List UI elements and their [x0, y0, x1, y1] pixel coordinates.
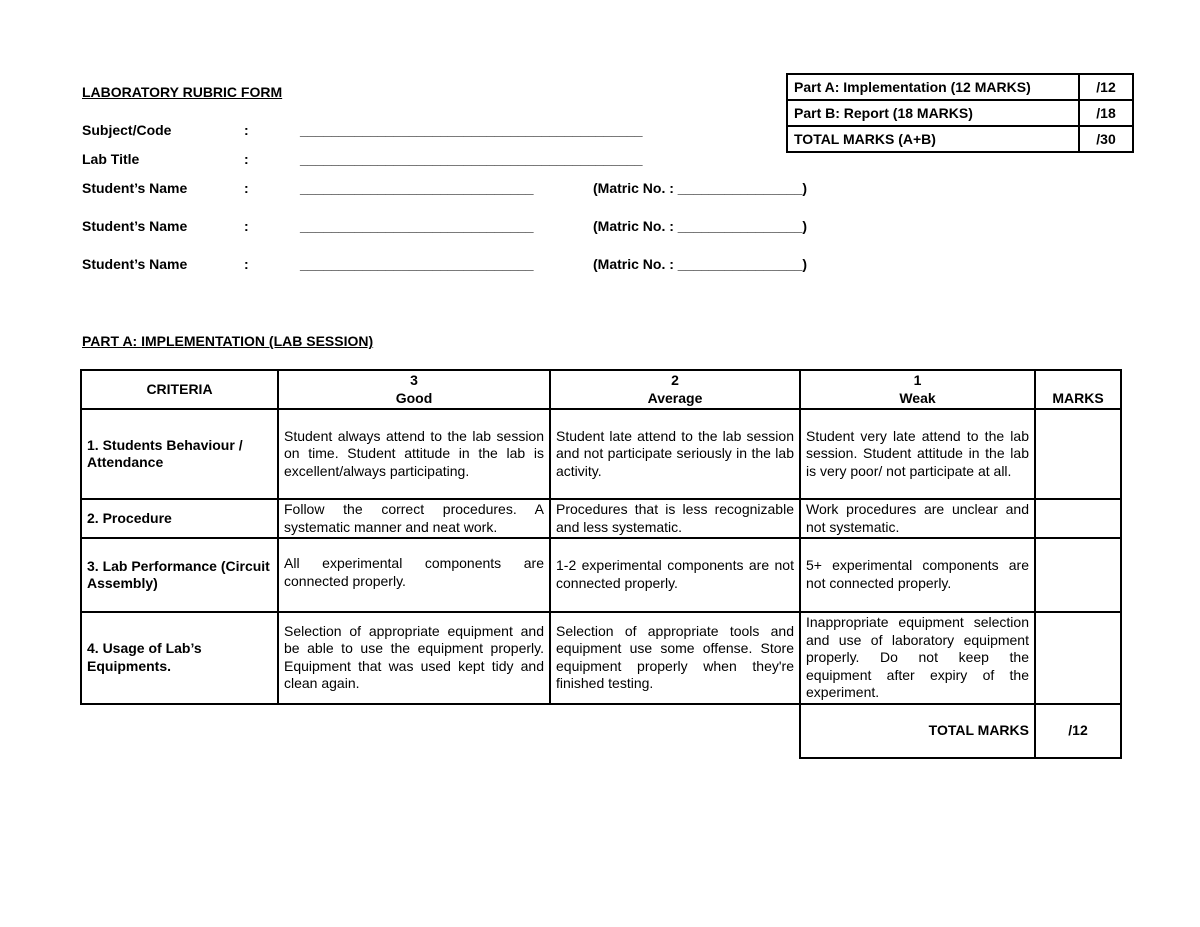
criteria-cell: 1. Students Behaviour / Attendance: [81, 409, 278, 499]
average-description: Student late attend to the lab session and not participate seriously in the lab activity.: [550, 409, 800, 499]
average-description: 1-2 experimental components are not connected properly.: [550, 538, 800, 612]
table-row: [81, 409, 1121, 499]
good-description: All experimental components are connected properly.: [278, 538, 550, 612]
good-label: Good: [395, 389, 433, 406]
marks-cell[interactable]: [1035, 499, 1121, 538]
criteria-cell: 3. Lab Performance (Circuit Assembly): [81, 538, 278, 612]
student-name-label-2: Student’s Name: [82, 218, 188, 234]
total-marks-label: TOTAL MARKS: [800, 704, 1035, 758]
average-label: Average: [647, 389, 703, 406]
good-description: Selection of appropriate equipment and be able to use the equipment properly. Equipment that was used kept tidy and clean again.: [278, 612, 550, 704]
summary-value: /12: [1079, 74, 1133, 100]
average-score: 2: [671, 372, 679, 388]
student-name-line-3[interactable]: ______________________________: [300, 256, 534, 272]
matric-no-2[interactable]: (Matric No. : ________________): [593, 218, 808, 234]
summary-value: /30: [1079, 126, 1133, 152]
colon: :: [244, 151, 249, 167]
student-name-label-1: Student’s Name: [82, 180, 188, 196]
marks-header: [1035, 370, 1121, 409]
matric-no-3[interactable]: (Matric No. : ________________): [593, 256, 808, 272]
total-row: [81, 704, 1121, 758]
matric-no-1[interactable]: (Matric No. : ________________): [593, 180, 808, 196]
marks-cell[interactable]: [1035, 409, 1121, 499]
average-description: Selection of appropriate tools and equipment use some offense. Store equipment properly when they're finished testing.: [550, 612, 800, 704]
rubric-table: [80, 369, 1122, 759]
summary-row-part-a: [787, 74, 1133, 100]
summary-label: Part A: Implementation (12 MARKS): [787, 74, 1079, 100]
lab-title-line[interactable]: ____________________________________________: [300, 151, 643, 167]
criteria-header: [81, 370, 278, 409]
summary-row-total: [787, 126, 1133, 152]
colon: :: [244, 256, 249, 272]
good-description: Follow the correct procedures. A systematic manner and neat work.: [278, 499, 550, 538]
average-description: Procedures that is less recognizable and less systematic.: [550, 499, 800, 538]
student-name-label-3: Student’s Name: [82, 256, 188, 272]
part-a-title: PART A: IMPLEMENTATION (LAB SESSION): [82, 333, 374, 349]
table-row: [81, 612, 1121, 704]
colon: :: [244, 180, 249, 196]
weak-description: Inappropriate equipment selection and use of laboratory equipment properly. Do not keep the equipment after expiry of the experiment.: [800, 612, 1035, 704]
form-title: LABORATORY RUBRIC FORM: [82, 84, 283, 100]
table-row: [81, 499, 1121, 538]
table-header-row: [81, 370, 1121, 409]
summary-label: Part B: Report (18 MARKS): [787, 100, 1079, 126]
student-name-line-2[interactable]: ______________________________: [300, 218, 534, 234]
empty-cell: [278, 704, 550, 758]
total-marks-value[interactable]: /12: [1035, 704, 1121, 758]
table-row: [81, 538, 1121, 612]
average-header: [550, 370, 800, 409]
student-name-line-1[interactable]: ______________________________: [300, 180, 534, 196]
colon: :: [244, 122, 249, 138]
weak-header: [800, 370, 1035, 409]
marks-cell[interactable]: [1035, 612, 1121, 704]
marks-header-label: MARKS: [1052, 389, 1104, 406]
criteria-header-label: CRITERIA: [146, 380, 213, 397]
summary-row-part-b: [787, 100, 1133, 126]
good-header: [278, 370, 550, 409]
empty-cell: [81, 704, 278, 758]
marks-summary-table: [786, 73, 1134, 153]
weak-description: Work procedures are unclear and not systematic.: [800, 499, 1035, 538]
good-description: Student always attend to the lab session on time. Student attitude in the lab is excellent/always participating.: [278, 409, 550, 499]
summary-value: /18: [1079, 100, 1133, 126]
weak-label: Weak: [899, 389, 936, 406]
criteria-cell: 4. Usage of Lab’s Equipments.: [81, 612, 278, 704]
marks-cell[interactable]: [1035, 538, 1121, 612]
subject-code-line[interactable]: ____________________________________________: [300, 122, 643, 138]
weak-score: 1: [913, 372, 922, 388]
colon: :: [244, 218, 249, 234]
good-score: 3: [410, 372, 418, 388]
weak-description: 5+ experimental components are not connected properly.: [800, 538, 1035, 612]
criteria-cell: 2. Procedure: [81, 499, 278, 538]
lab-title-label: Lab Title: [82, 151, 140, 167]
subject-code-label: Subject/Code: [82, 122, 172, 138]
weak-description: Student very late attend to the lab session. Student attitude in the lab is very poor/ not participate at all.: [800, 409, 1035, 499]
empty-cell: [550, 704, 800, 758]
summary-label: TOTAL MARKS (A+B): [787, 126, 1079, 152]
